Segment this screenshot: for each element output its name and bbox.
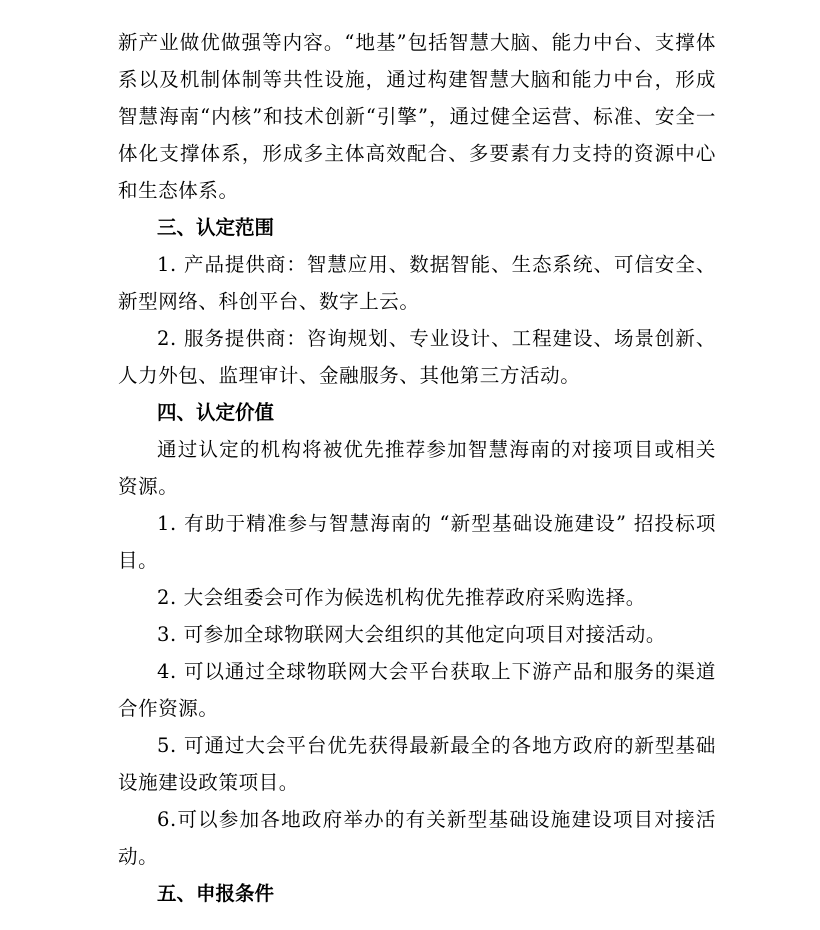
section-heading-value: 四、认定价值 bbox=[157, 401, 275, 424]
document-page bbox=[118, 24, 716, 912]
value-item-6: 6.可以参加各地政府举办的有关新型基础设施建设项目对接活动。 bbox=[118, 808, 716, 868]
scope-item-products: 1. 产品提供商：智慧应用、数据智能、生态系统、可信安全、新型网络、科创平台、数字上云。 bbox=[118, 253, 716, 313]
value-item-2: 2. 大会组委会可作为候选机构优先推荐政府采购选择。 bbox=[157, 586, 646, 609]
section-heading-scope: 三、认定范围 bbox=[157, 216, 275, 239]
section-heading-conditions: 五、申报条件 bbox=[157, 882, 275, 905]
value-item-5: 5. 可通过大会平台优先获得最新最全的各地方政府的新型基础设施建设政策项目。 bbox=[118, 734, 716, 794]
value-item-1: 1. 有助于精准参与智慧海南的 “新型基础设施建设” 招投标项目。 bbox=[118, 512, 716, 572]
intro-paragraph: 新产业做优做强等内容。“地基”包括智慧大脑、能力中台、支撑体系以及机制体制等共性设施，通过构建智慧大脑和能力中台，形成智慧海南“内核”和技术创新“引擎”，通过健全运营、标准、安全一体化支撑体系，形成多主体高效配合、多要素有力支持的资源中心和生态体系。 bbox=[118, 31, 716, 202]
value-item-4: 4. 可以通过全球物联网大会平台获取上下游产品和服务的渠道合作资源。 bbox=[118, 660, 716, 720]
value-item-3: 3. 可参加全球物联网大会组织的其他定向项目对接活动。 bbox=[157, 623, 667, 646]
value-intro: 通过认定的机构将被优先推荐参加智慧海南的对接项目或相关资源。 bbox=[118, 438, 716, 498]
scope-item-services: 2. 服务提供商：咨询规划、专业设计、工程建设、场景创新、人力外包、监理审计、金融服务、其他第三方活动。 bbox=[118, 327, 716, 387]
